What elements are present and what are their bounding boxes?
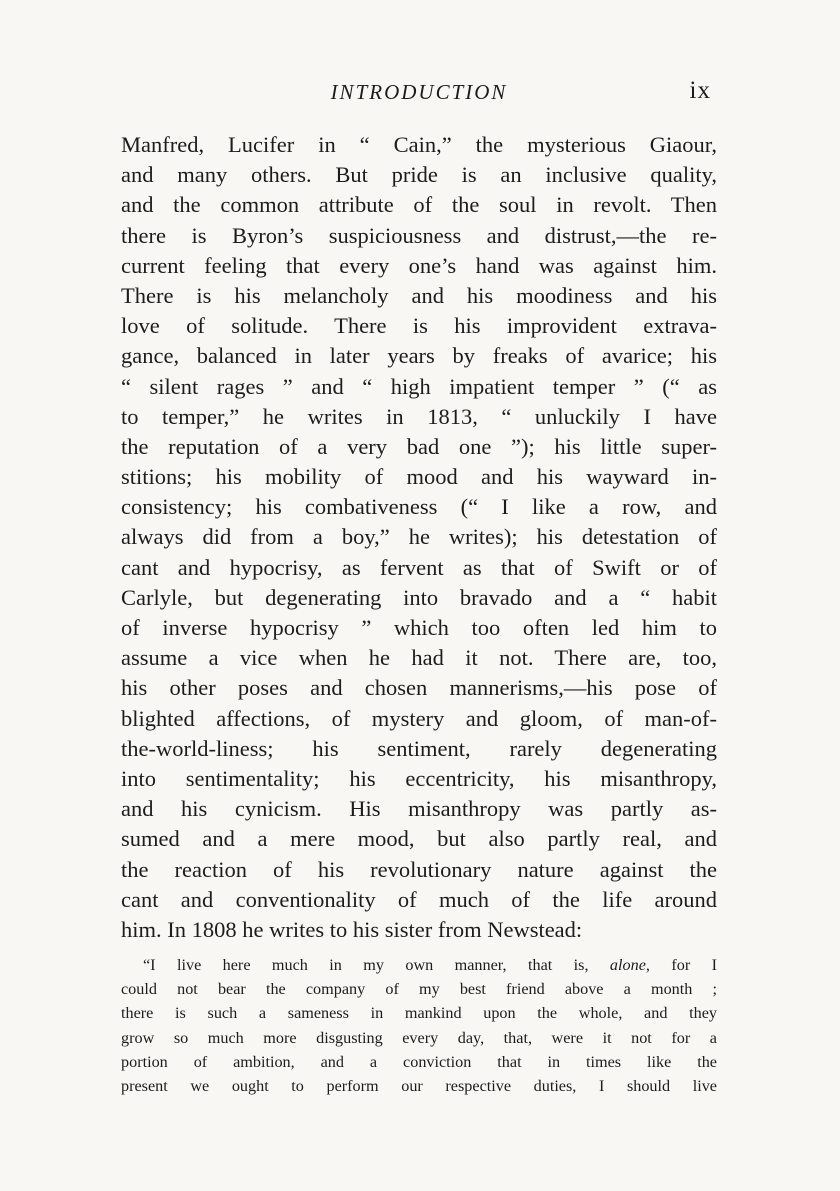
text-line: current feeling that every one’s hand was against him. [121,252,717,278]
text-line: into sentimentality; his eccentricity, his misanthropy, [121,765,717,791]
text-line: and the common attribute of the soul in revolt. Then [121,192,717,218]
text-line: the reputation of a very bad one ”); his little super- [121,433,717,459]
text-line: the-world-liness; his sentiment, rarely degenerating [121,735,717,761]
page-number: ix [689,77,711,104]
quote-line [121,953,717,977]
text-line: to temper,” he writes in 1813, “ unluckily I have [121,403,717,429]
text-line: cant and conventionality of much of the life around [121,886,717,912]
text-line: love of solitude. There is his improvident extrava- [121,313,717,339]
text-line: and many others. But pride is an inclusive quality, [121,162,717,188]
text-line: his other poses and chosen mannerisms,—his pose of [121,675,717,701]
text-line: the reaction of his revolutionary nature against the [121,856,717,882]
body-text [121,130,717,945]
text-line: gance, balanced in later years by freaks of avarice; his [121,343,717,369]
text-line: him. In 1808 he writes to his sister from Newstead: [121,916,583,942]
quote-line: there is such a sameness in mankind upon the whole, and they [121,1004,717,1023]
text-line: consistency; his combativeness (“ I like a row, and [121,494,717,520]
emphasis: alone [609,956,646,974]
text-line: stitions; his mobility of mood and his wayward in- [121,464,717,490]
text-line: There is his melancholy and his moodiness and his [121,282,717,308]
text-line: blighted affections, of mystery and gloom, of man-of- [121,705,717,731]
quote-line: present we ought to perform our respective duties, I should live [121,1076,717,1095]
quote-text: , for I [645,956,718,974]
quote-line: portion of ambition, and a conviction that in times like the [121,1052,717,1071]
text-line: sumed and a mere mood, but also partly real, and [121,826,717,852]
text-line: always did from a boy,” he writes); his detestation of [121,524,717,550]
text-line: assume a vice when he had it not. There are, too, [121,645,717,671]
text-line: “ silent rages ” and “ high impatient temper ” (“ as [121,373,717,399]
quote-line: could not bear the company of my best friend above a month ; [121,980,717,999]
text-line: Carlyle, but degenerating into bravado and a “ habit [121,584,717,610]
text-line: of inverse hypocrisy ” which too often led him to [121,615,717,640]
running-head [121,77,717,110]
running-head-title: INTRODUCTION [330,80,508,104]
letter-quotation [121,953,717,1098]
text-line: Manfred, Lucifer in “ Cain,” the mysterious Giaour, [121,132,717,157]
quote-text: “I live here much in my own manner, that is, [143,956,589,974]
text-line: there is Byron’s suspiciousness and distrust,—the re- [121,222,717,248]
quote-line: grow so much more disgusting every day, that, were it not for a [121,1028,717,1047]
text-line: cant and hypocrisy, as fervent as that of Swift or of [121,554,717,580]
text-line: and his cynicism. His misanthropy was partly as- [121,796,717,822]
